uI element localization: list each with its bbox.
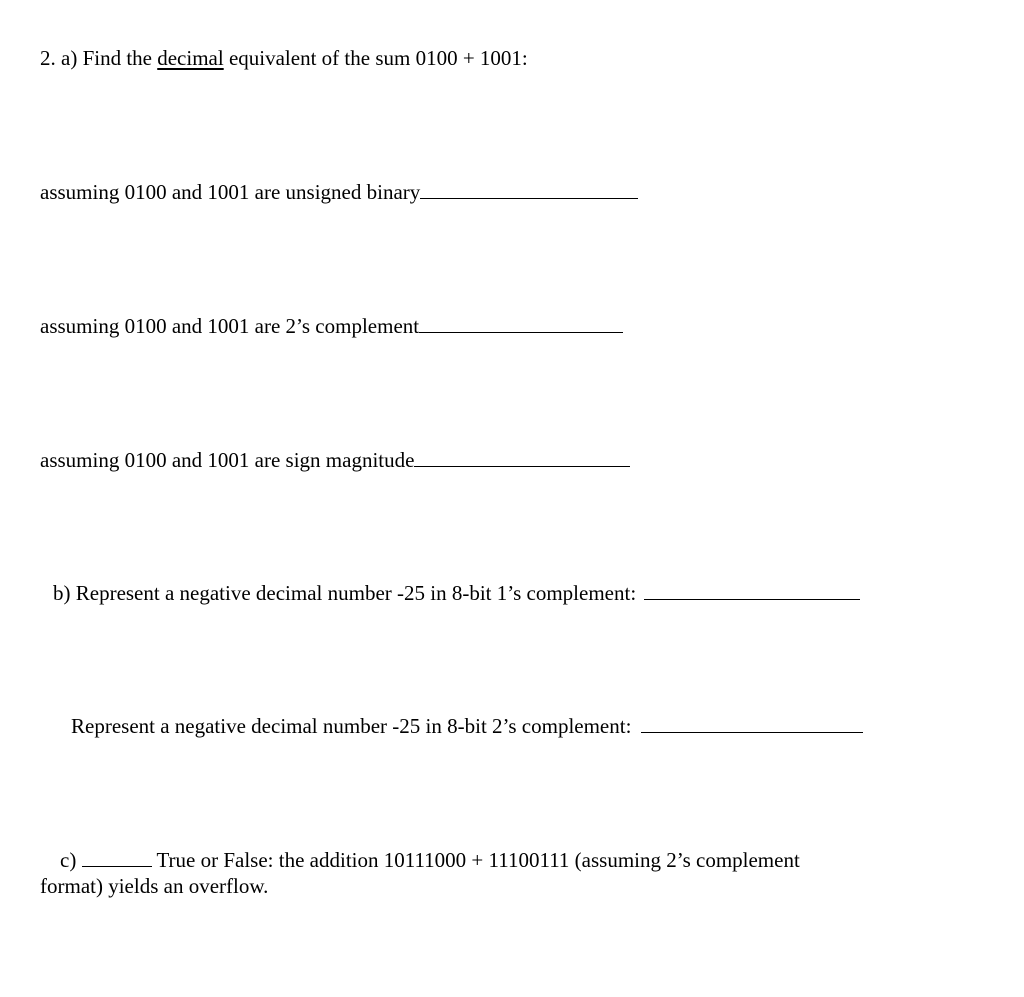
question-2a-suffix: equivalent of the sum 0100 + 1001:	[223, 46, 528, 70]
question-2c-continuation-text: format) yields an overflow.	[40, 874, 269, 898]
twos-complement-label: assuming 0100 and 1001 are 2’s complement	[40, 314, 420, 338]
question-2c-text: True or False: the addition 10111000 + 11100111 (assuming 2’s complement	[156, 848, 800, 872]
question-2b-row	[53, 581, 860, 605]
question-2c-label: c)	[60, 848, 77, 872]
twos-complement-row	[40, 314, 623, 338]
question-2a	[40, 46, 528, 70]
sign-magnitude-answer-blank[interactable]	[414, 448, 630, 467]
ones-complement-answer-blank[interactable]	[644, 581, 860, 600]
twos-complement-25-answer-blank[interactable]	[641, 714, 863, 733]
unsigned-binary-row	[40, 180, 638, 204]
sign-magnitude-label: assuming 0100 and 1001 are sign magnitude	[40, 448, 415, 472]
question-2b-second-row	[71, 714, 863, 738]
question-2a-underlined-word: decimal	[157, 46, 224, 70]
sign-magnitude-row	[40, 448, 630, 472]
unsigned-binary-answer-blank[interactable]	[420, 180, 638, 199]
question-2b-text: b) Represent a negative decimal number -25 in 8-bit 1’s complement:	[53, 581, 637, 605]
question-2a-prefix: 2. a) Find the	[40, 46, 158, 70]
twos-complement-answer-blank[interactable]	[419, 314, 623, 333]
question-2c-continuation	[40, 874, 268, 898]
question-2c-row	[60, 848, 800, 872]
true-false-answer-blank[interactable]	[82, 848, 152, 867]
question-2b-second-text: Represent a negative decimal number -25 in 8-bit 2’s complement:	[71, 714, 632, 738]
unsigned-binary-label: assuming 0100 and 1001 are unsigned binary	[40, 180, 421, 204]
